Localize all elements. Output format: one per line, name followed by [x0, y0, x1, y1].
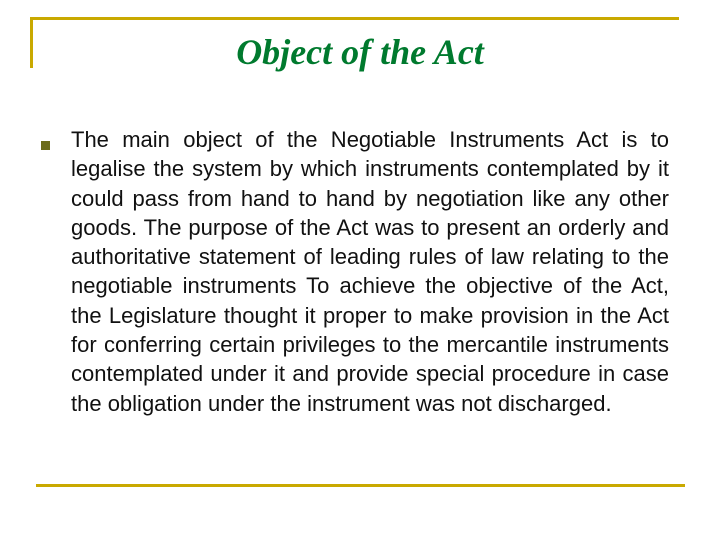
square-bullet-icon: [41, 141, 50, 150]
bullet-paragraph: The main object of the Negotiable Instruments Act is to legalise the system by which instruments contemplated by it could pass from hand to hand by negotiation like any other goods. The purpose of the Act was to present an orderly and authoritative statement of leading rules of law relating to the negotiable instruments To achieve the objective of the Act, the Legislature thought it proper to make provision in the Act for conferring certain privileges to the mercantile instruments contemplated under it and provide special procedure in case the obligation under the instrument was not discharged.: [71, 127, 669, 416]
frame-top-border: [30, 17, 679, 20]
frame-bottom-border: [36, 484, 685, 487]
slide-title: Object of the Act: [236, 32, 484, 72]
